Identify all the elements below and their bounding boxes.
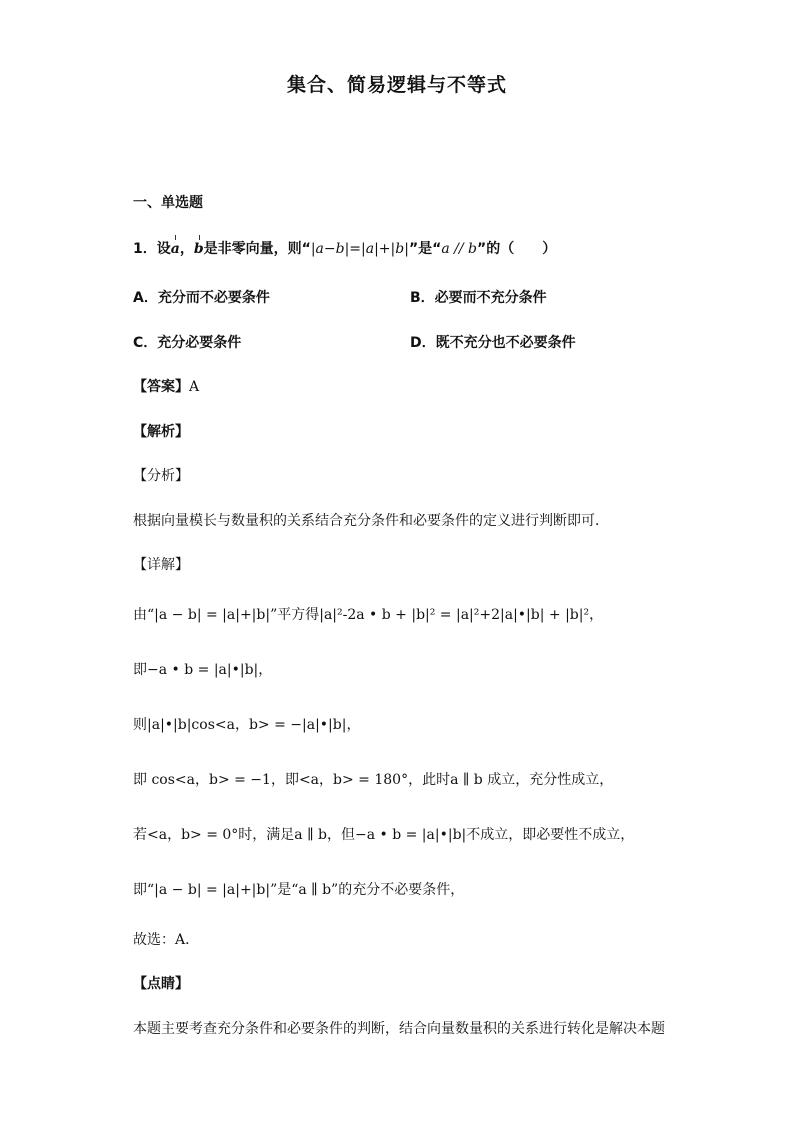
detail-line-1: 由“|a − b| = |a|+|b|”平方得|a|²-2a • b + |b|² = |a|²+2|a|•|b| + |b|²，	[133, 607, 604, 623]
question-mid: 是非零向量，则“	[203, 241, 311, 257]
fenxi-label: 【分析】	[133, 468, 189, 484]
question-1	[133, 239, 556, 259]
answer-row	[133, 377, 199, 397]
condition-1: |a−b|=|a|+|b|	[310, 241, 409, 257]
fenxi-text: 根据向量模长与数量积的关系结合充分条件和必要条件的定义进行判断即可．	[133, 513, 609, 529]
answer-value: A	[189, 379, 200, 395]
question-quote: ”是“	[408, 241, 442, 257]
dianjing-label: 【点睛】	[133, 976, 189, 992]
detail-line-3: 则|a|•|b|cos<a，b> = −|a|•|b|，	[133, 717, 361, 733]
vector-b: b	[193, 241, 204, 257]
page-title: 集合、简易逻辑与不等式	[286, 74, 507, 96]
dianjing-text: 本题主要考查充分条件和必要条件的判断，结合向量数量积的关系进行转化是解决本题	[133, 1021, 665, 1037]
vector-a: a	[170, 241, 180, 257]
detail-label: 【详解】	[133, 557, 189, 573]
question-suffix: ”的（ ）	[477, 241, 557, 257]
condition-2: a // b	[441, 241, 477, 257]
option-a: A．充分而不必要条件	[133, 290, 270, 306]
section-heading: 一、单选题	[133, 195, 203, 211]
detail-line-2: 即−a • b = |a|•|b|，	[133, 662, 273, 678]
detail-line-4: 即 cos<a，b> = −1，即<a，b> = 180°，此时a ∥ b 成立，充分性成立，	[133, 772, 614, 788]
analysis-label: 【解析】	[133, 424, 189, 440]
comma: ，	[179, 241, 194, 257]
answer-label: 【答案】	[133, 379, 189, 395]
detail-line-6: 即“|a − b| = |a|+|b|”是“a ∥ b”的充分不必要条件，	[133, 882, 465, 898]
detail-line-5: 若<a，b> = 0°时，满足a ∥ b，但−a • b = |a|•|b|不成立，即必要性不成立，	[133, 827, 635, 843]
option-b: B．必要而不充分条件	[410, 290, 547, 306]
question-prefix: 设	[156, 241, 171, 257]
question-number: 1．	[133, 241, 157, 257]
option-c: C．充分必要条件	[133, 335, 242, 351]
option-d: D．既不充分也不必要条件	[410, 335, 576, 351]
detail-line-7: 故选：A．	[133, 932, 200, 948]
